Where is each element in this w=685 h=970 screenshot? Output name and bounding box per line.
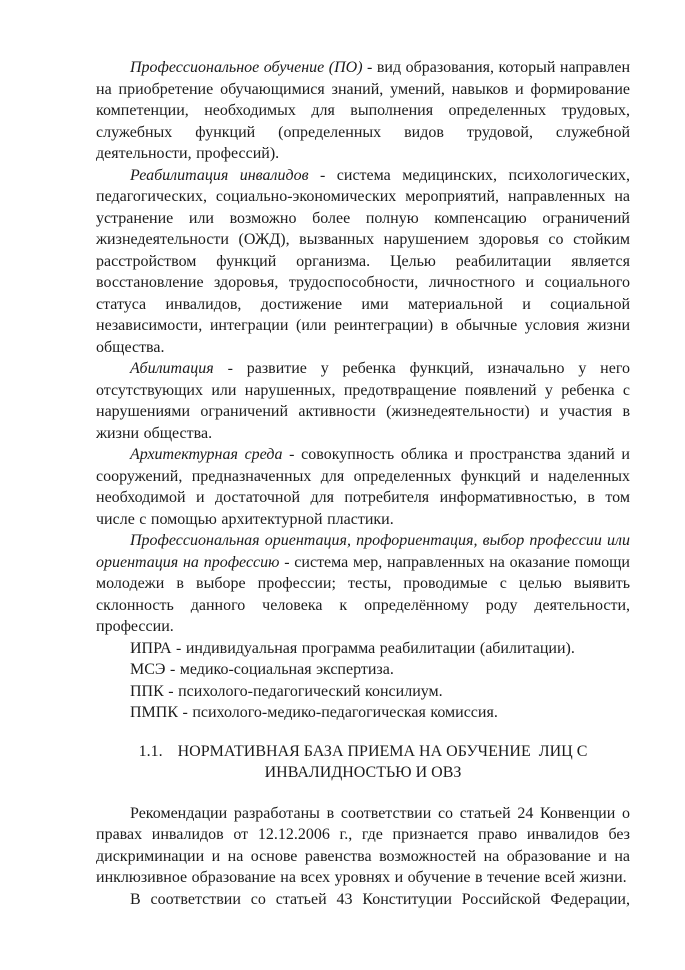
paragraph-text: ПМПК - психолого-медико-педагогическая комиссия. — [130, 704, 498, 721]
paragraph-text: МСЭ - медико-социальная экспертиза. — [130, 661, 394, 678]
term-italic: Профессиональное обучение (ПО) — [130, 59, 363, 76]
section-title: НОРМАТИВНАЯ БАЗА ПРИЕМА НА ОБУЧЕНИЕ ЛИЦ С ИНВАЛИДНОСТЬЮ И ОВЗ — [177, 742, 592, 781]
definition-paragraph — [96, 165, 630, 359]
definition-paragraph — [96, 530, 630, 638]
abbreviation-line — [96, 659, 630, 681]
paragraph-text: В соответствии со статьей 43 Конституции Российской Федерации, — [130, 890, 630, 908]
abbreviation-line — [96, 638, 630, 660]
paragraph-text: Рекомендации разработаны в соответствии со статьей 24 Конвенции о правах инвалидов от 12.12.2006 г., где признается право инвалидов без дискриминации и на основе равенства возможностей на образование и на инклюзивное образование на всех уровнях и обучение в течение всей жизни. — [96, 804, 630, 886]
term-italic: Архитектурная среда — [130, 446, 283, 463]
term-italic: Абилитация — [130, 360, 214, 377]
body-paragraph — [96, 889, 630, 911]
paragraph-text: - вид образования, который направлен на приобретение обучающимися знаний, умений, навыков и формирование компетенции, необходимых для выполнения определенных трудовых, служебных функций (определенных видов трудовой, служебной деятельности, профессий). — [96, 59, 631, 162]
paragraph-text: - развитие у ребенка функций, изначально у него отсутствующих или нарушенных, предотвращение появлений у ребенка с нарушениями ограничений активности (жизнедеятельности) и участия в жизни общества. — [96, 360, 630, 442]
section-number: 1.1. — [138, 742, 163, 760]
definition-paragraph — [96, 57, 630, 165]
abbreviation-line — [96, 681, 630, 703]
paragraph-text: ИПРА - индивидуальная программа реабилитации (абилитации). — [130, 639, 575, 657]
definition-paragraph — [96, 358, 630, 444]
term-italic: Профессиональная ориентация, профориентация, выбор профессии или ориентация на профессию — [96, 532, 630, 571]
section-heading — [96, 741, 630, 784]
body-paragraph — [96, 803, 630, 889]
paragraph-text: - совокупность облика и пространства зданий и сооружений, предназначенных для определенных функций и наделенных необходимой и достаточной для потребителя информативностью, в том числе с помощью архитектурной пластики. — [96, 446, 630, 528]
term-italic: Реабилитация инвалидов — [130, 166, 309, 184]
paragraph-text: - система мер, направленных на оказание помощи молодежи в выборе профессии; тесты, проводимые с целью выявить склонность данного человека к определённому роду деятельности, профессии. — [96, 553, 630, 635]
abbreviation-line — [96, 702, 630, 724]
paragraph-text: - система медицинских, психологических, педагогических, социально-экономических мероприятий, направленных на устранение или возможно более полную компенсацию ограничений жизнедеятельности (ОЖД), вызванных нарушением здоровья со стойким расстройством функций организма. Целью реабилитации является восстановление здоровья, трудоспособности, личностного и социального статуса инвалидов, достижение ими материальной и социальной независимости, интеграции (или реинтеграции) в обычные условия жизни общества. — [96, 166, 630, 356]
definition-paragraph — [96, 444, 630, 530]
paragraph-text: ППК - психолого-педагогический консилиум. — [130, 682, 443, 700]
